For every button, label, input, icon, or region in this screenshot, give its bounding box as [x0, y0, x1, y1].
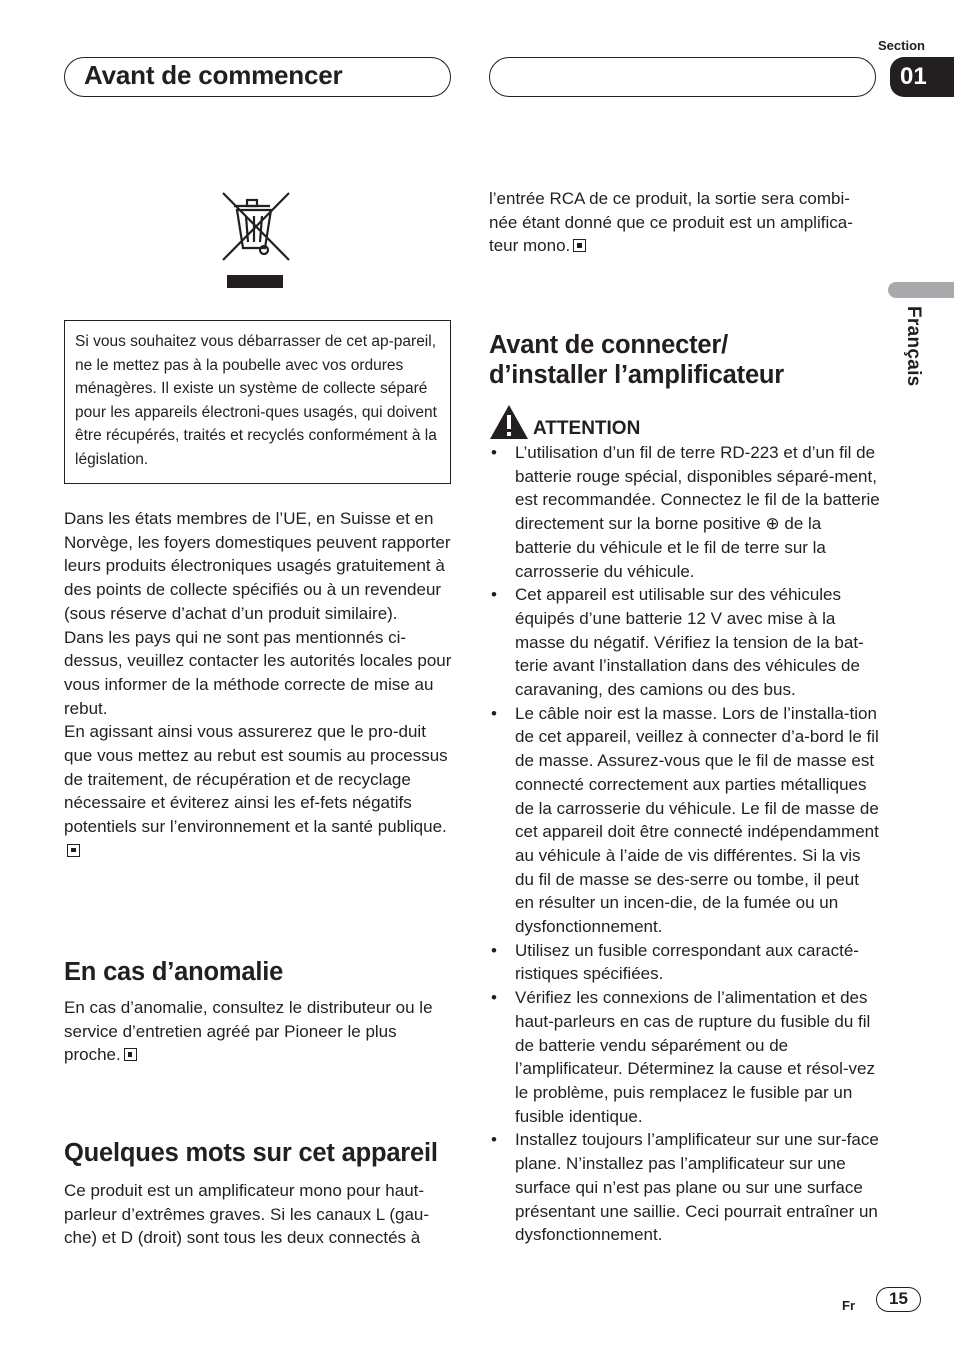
- appareil-text: Ce produit est un amplificateur mono pour haut-parleur d’extrêmes graves. Si les canaux L (gau-che) et D (droit) sont tous les deux connectés à: [64, 1181, 430, 1248]
- section-number: 01: [890, 57, 954, 97]
- list-item: • L’utilisation d’un fil de terre RD-223 et d’un fil de batterie rouge spécial, disponibles séparé-ment, est recommandée. Connectez le fil de la batterie directement sur la borne positive ⊕ de la batterie du véhicule et le fil de terre sur la carrosserie du véhicule.: [489, 441, 881, 583]
- connect-heading-line-1: Avant de connecter/: [489, 331, 728, 359]
- end-mark-icon: [124, 1048, 137, 1061]
- footer-language: Fr: [842, 1298, 855, 1313]
- language-tab-bar: [888, 282, 954, 298]
- attention-list: [489, 441, 881, 1247]
- language-tab-label: Français: [903, 306, 924, 387]
- anomalie-text: En cas d’anomalie, consultez le distributeur ou le service d’entretien agréé par Pioneer le plus proche.: [64, 998, 433, 1065]
- disposal-notice-box: Si vous souhaitez vous débarrasser de cet ap-pareil, ne le mettez pas à la poubelle avec vos ordures ménagères. Il existe un système de collecte séparé pour les appareils électroni-ques usagés, qui doivent être récupérés, traités et recyclés conformément à la législation.: [64, 320, 451, 484]
- appareil-heading: Quelques mots sur cet appareil: [64, 1139, 438, 1167]
- header-title: Avant de commencer: [84, 60, 343, 90]
- page-number: 15: [876, 1287, 921, 1312]
- list-item: • Vérifiez les connexions de l’alimentation et des haut-parleurs en cas de rupture du fusible du fil de batterie vendu séparément ou de l’amplificateur. Déterminez la cause et résol-vez le problème, puis remplacez le fusible par un fusible identique.: [489, 986, 881, 1128]
- anomalie-heading: En cas d’anomalie: [64, 958, 284, 986]
- rca-continuation-text: l’entrée RCA de ce produit, la sortie sera combi-née étant donné que ce produit est un amplifica-teur mono.: [489, 189, 853, 256]
- crossed-out-wheelie-bin-icon: [220, 190, 292, 292]
- warning-triangle-icon: [489, 404, 529, 445]
- list-item: • Le câble noir est la masse. Lors de l’installa-tion de cet appareil, veillez à connecter d’a-bord le fil de masse. Assurez-vous que le fil de masse est connecté correctement aux parties métalliques de la carrosserie du véhicule. Le fil de masse de cet appareil doit être connecté indépendamment au véhicule à l’aide de vis différentes. Si la vis du fil de masse se des-serre ou tombe, il peut en résulter un incen-die, de la fumée ou un dysfonctionnement.: [489, 702, 881, 939]
- list-item: • Cet appareil est utilisable sur des véhicules équipés d’une batterie 12 V avec mise à la masse du négatif. Vérifiez la tension de la bat-terie avant l’installation dans des véhicules de caravaning, des camions ou des bus.: [489, 583, 881, 702]
- end-mark-icon: [573, 239, 586, 252]
- disposal-text: [64, 507, 454, 863]
- section-label: Section: [878, 38, 925, 53]
- header-right-frame: [489, 57, 876, 97]
- disposal-paragraph-1: Dans les états membres de l’UE, en Suisse et en Norvège, les foyers domestiques peuvent rapporter leurs produits électroniques usagés gratuitement à des points de collecte spécifiés ou à un revendeur (sous réserve d’achat d’un produit similaire).: [64, 509, 451, 623]
- list-item: • Installez toujours l’amplificateur sur une sur-face plane. N’installez pas l’amplificateur sur une surface qui n’est pas plane ou sur une surface présentant une saillie. Ceci pourrait entraîner un dysfonctionnement.: [489, 1128, 881, 1247]
- attention-label: ATTENTION: [533, 418, 641, 439]
- connect-heading-line-2: d’installer l’amplificateur: [489, 361, 785, 389]
- list-item: • Utilisez un fusible correspondant aux caracté-ristiques spécifiées.: [489, 939, 881, 986]
- connect-heading: [489, 330, 784, 390]
- disposal-paragraph-3: En agissant ainsi vous assurerez que le pro-duit que vous mettez au rebut est soumis au processus de traitement, de récupération et de recyclage nécessaire et éviterez ainsi les ef-fets négatifs potentiels sur l’environnement et la santé publique.: [64, 720, 454, 862]
- end-mark-icon: [67, 844, 80, 857]
- disposal-paragraph-2: Dans les pays qui ne sont pas mentionnés ci-dessus, veuillez contacter les autorités locales pour vous informer de la méthode correcte de mise au rebut.: [64, 627, 452, 718]
